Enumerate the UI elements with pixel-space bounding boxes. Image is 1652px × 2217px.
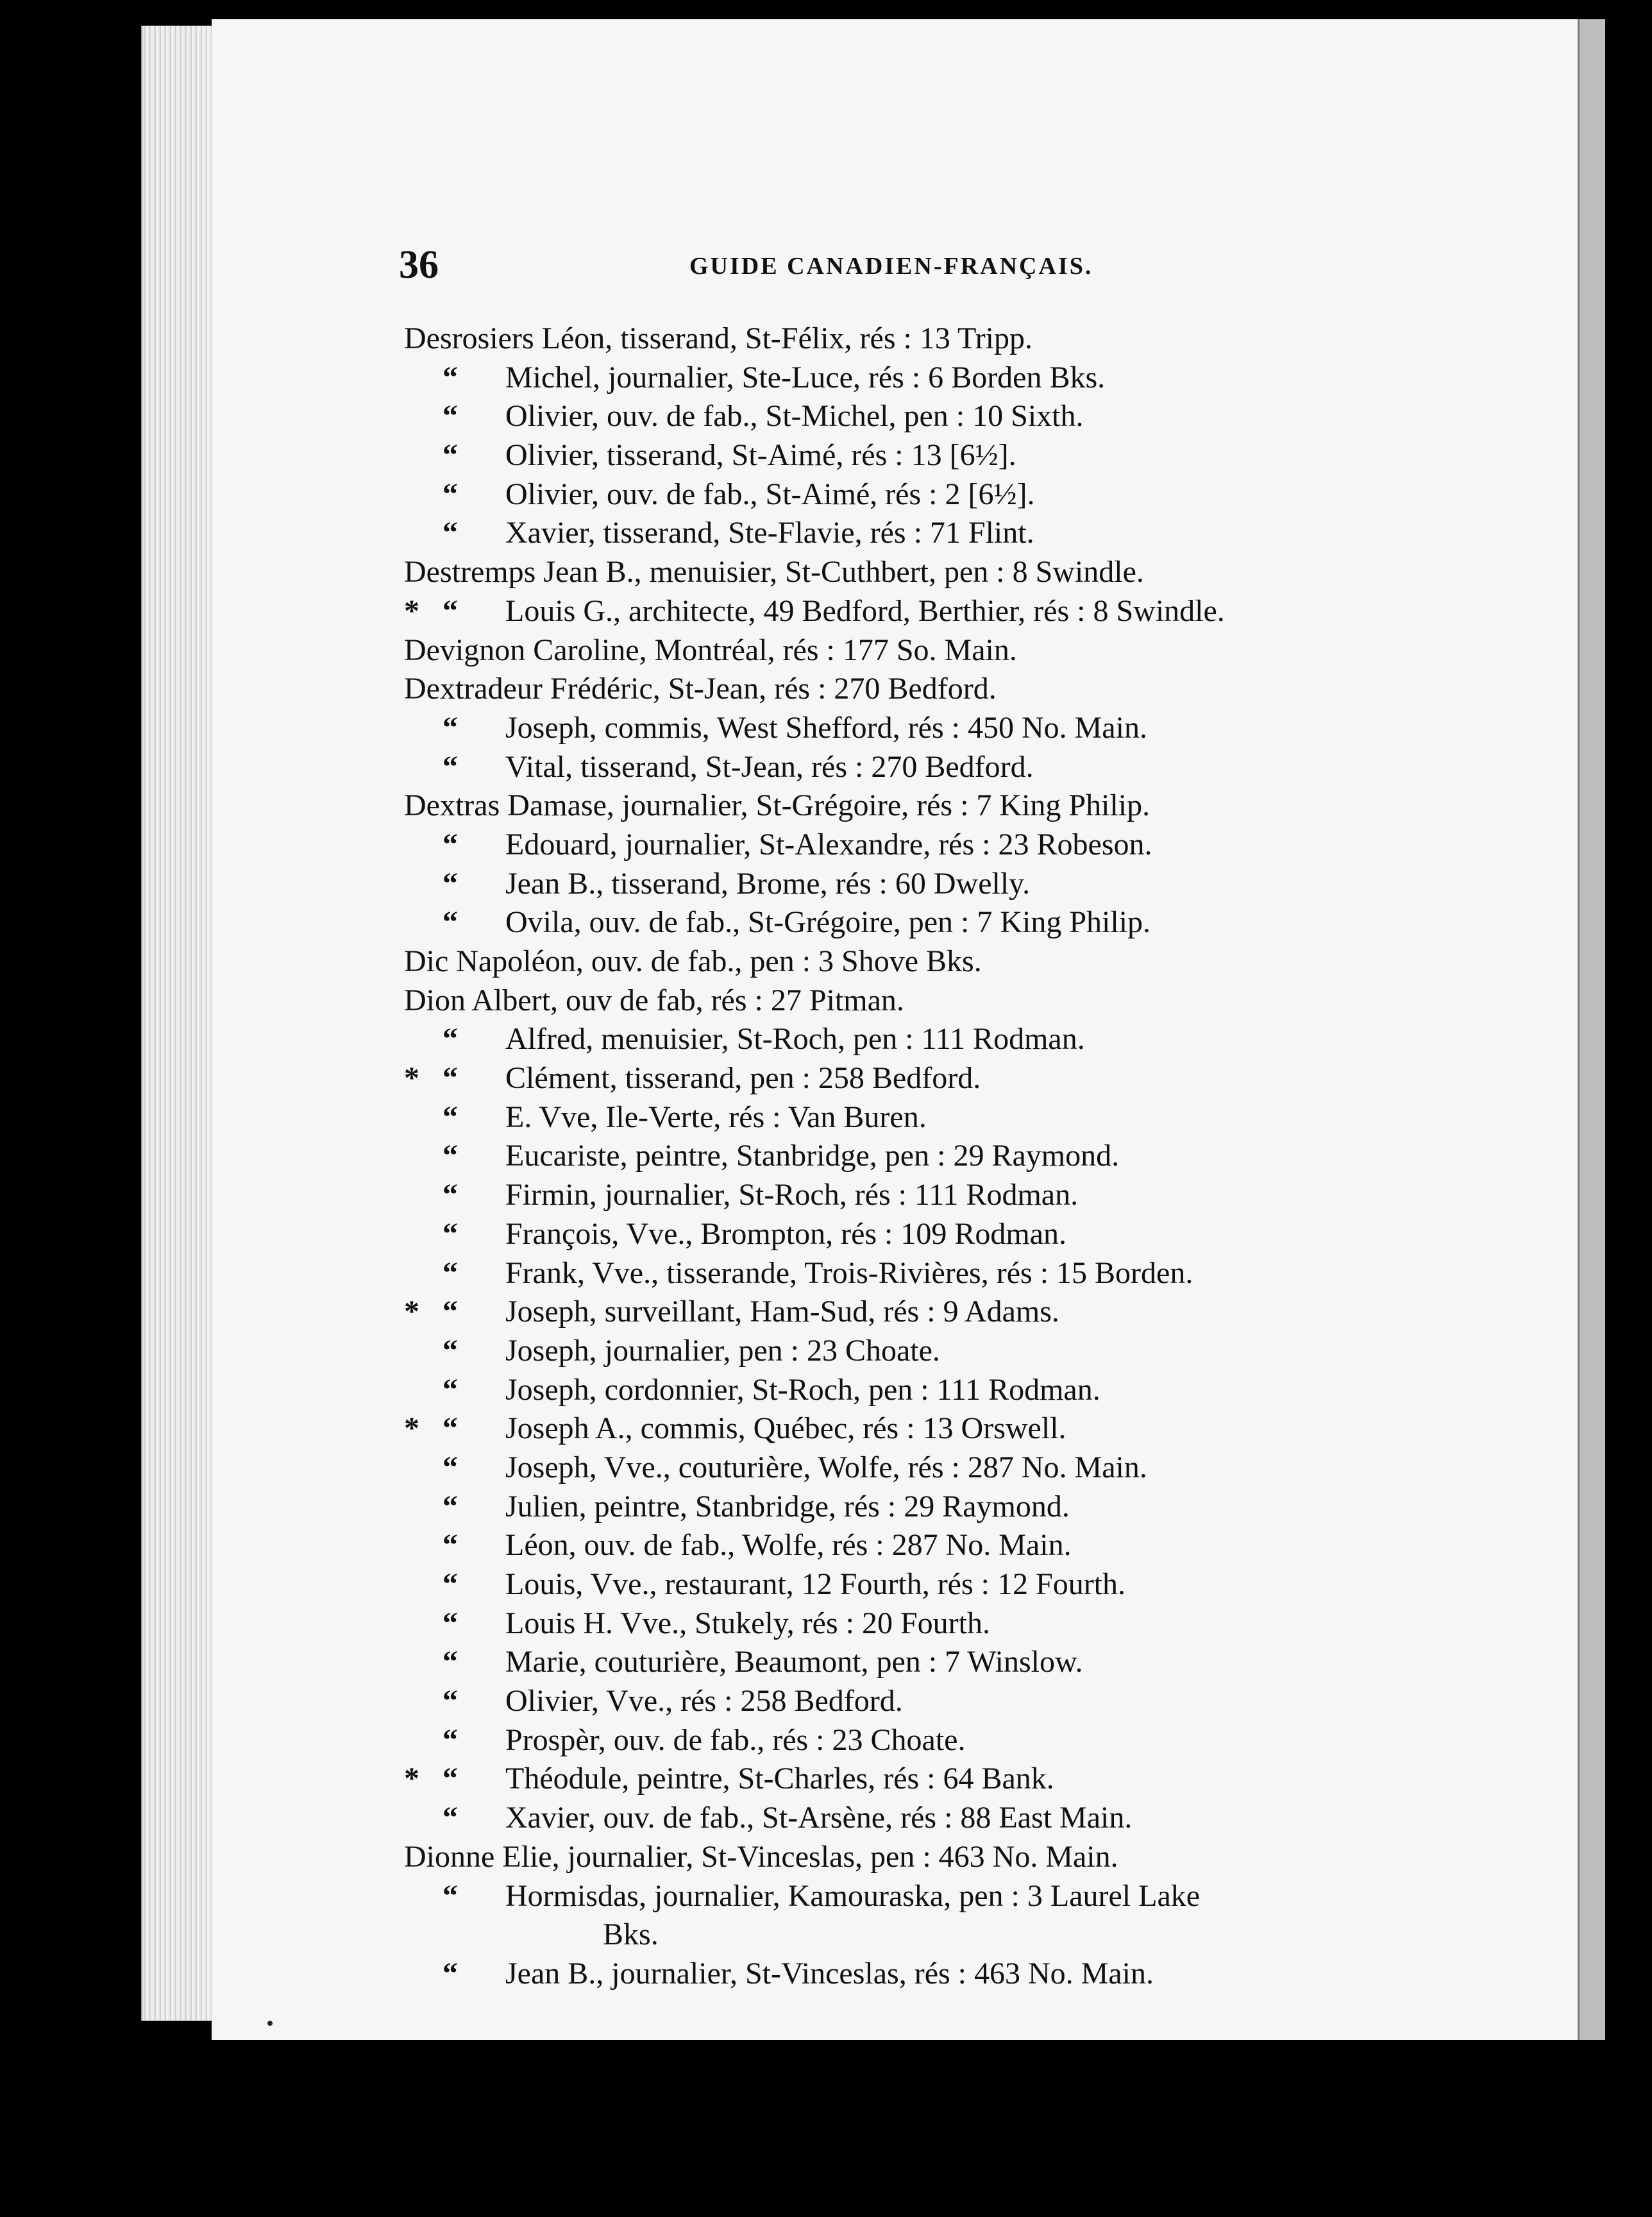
directory-entry [404, 319, 1533, 359]
ditto-mark: “ [442, 1450, 458, 1484]
directory-entry [404, 1293, 1533, 1332]
asterisk-mark: * [404, 1411, 419, 1446]
directory-entry [404, 514, 1533, 553]
ditto-mark: “ [442, 1762, 458, 1796]
running-title: GUIDE CANADIEN-FRANÇAIS. [689, 253, 1093, 280]
directory-entry [404, 553, 1533, 592]
ditto-mark: “ [442, 1216, 458, 1251]
directory-entry [404, 1020, 1533, 1059]
entry-text: Frank, Vve., tisserande, Trois-Rivières, rés : 15 Borden. [505, 1255, 1193, 1290]
directory-entry [404, 1215, 1533, 1254]
ditto-mark: “ [442, 1178, 458, 1212]
directory-entry [404, 1098, 1533, 1137]
entry-text: Joseph, Vve., couturière, Wolfe, rés : 287 No. Main. [505, 1450, 1147, 1484]
entry-text: Ovila, ouv. de fab., St-Grégoire, pen : 7 King Philip. [505, 905, 1151, 940]
asterisk-mark: * [404, 593, 419, 628]
directory-entry [404, 1565, 1533, 1604]
directory-entry [404, 1799, 1533, 1838]
entry-text: Olivier, ouv. de fab., St-Michel, pen : 10 Sixth. [505, 399, 1084, 434]
entry-text: Joseph A., commis, Québec, rés : 13 Orswell. [505, 1411, 1066, 1446]
ditto-mark: “ [442, 1684, 458, 1719]
entry-text: Hormisdas, journalier, Kamouraska, pen : 3 Laurel Lake [505, 1878, 1201, 1913]
directory-entry [404, 1760, 1533, 1799]
entry-text: Xavier, ouv. de fab., St-Arsène, rés : 88 East Main. [505, 1801, 1133, 1835]
ditto-mark: “ [442, 1801, 458, 1835]
entry-text: Dic Napoléon, ouv. de fab., pen : 3 Shove Bks. [404, 944, 982, 978]
ditto-mark: “ [442, 1100, 458, 1134]
directory-entry [404, 1838, 1533, 1877]
directory-entry [404, 903, 1533, 942]
directory-entry [404, 1137, 1533, 1176]
directory-entry [404, 748, 1533, 787]
entry-text: E. Vve, Ile-Verte, rés : Van Buren. [505, 1100, 927, 1134]
directory-entry [404, 1448, 1533, 1488]
entry-text: Dionne Elie, journalier, St-Vinceslas, pen : 463 No. Main. [404, 1839, 1118, 1874]
ditto-mark: “ [442, 477, 458, 511]
directory-entry [404, 397, 1533, 436]
asterisk-mark: * [404, 1762, 419, 1796]
directory-entry [404, 1955, 1533, 1994]
entry-text: Desrosiers Léon, tisserand, St-Félix, rés : 13 Tripp. [404, 321, 1032, 355]
entry-text: Joseph, journalier, pen : 23 Choate. [505, 1333, 940, 1368]
directory-entry [404, 1643, 1533, 1682]
entry-text: Jean B., tisserand, Brome, rés : 60 Dwelly. [505, 866, 1031, 901]
directory-entry [404, 1877, 1533, 1916]
directory-entry [404, 1526, 1533, 1565]
ditto-mark: “ [442, 1489, 458, 1524]
ditto-mark: “ [442, 1567, 458, 1601]
directory-entry [404, 592, 1533, 631]
directory-entry [404, 1604, 1533, 1644]
entry-text: Xavier, tisserand, Ste-Flavie, rés : 71 Flint. [505, 516, 1034, 550]
entry-text: Alfred, menuisier, St-Roch, pen : 111 Rodman. [505, 1022, 1085, 1057]
directory-entry [404, 1682, 1533, 1721]
ditto-mark: “ [442, 1722, 458, 1757]
directory-entry [404, 1332, 1533, 1371]
entry-text: Léon, ouv. de fab., Wolfe, rés : 287 No. Main. [505, 1528, 1072, 1563]
ditto-mark: “ [442, 905, 458, 940]
directory-entry [404, 631, 1533, 670]
page-number: 36 [399, 243, 439, 287]
ink-speck [267, 2021, 273, 2026]
directory-entry [404, 981, 1533, 1021]
entry-text: Vital, tisserand, St-Jean, rés : 270 Bedford. [505, 749, 1034, 784]
ditto-mark: “ [442, 1139, 458, 1173]
directory-entry [404, 670, 1533, 709]
directory-entry [404, 1254, 1533, 1293]
entry-text: Edouard, journalier, St-Alexandre, rés : 23 Robeson. [505, 827, 1152, 862]
ditto-mark: “ [442, 1333, 458, 1368]
entry-text: Olivier, tisserand, St-Aimé, rés : 13 [6½]. [505, 438, 1016, 473]
entry-text: Firmin, journalier, St-Roch, rés : 111 Rodman. [505, 1178, 1079, 1212]
directory-entry [404, 1371, 1533, 1410]
ditto-mark: “ [442, 1022, 458, 1057]
ditto-mark: “ [442, 1878, 458, 1913]
ditto-mark: “ [442, 593, 458, 628]
ditto-mark: “ [442, 516, 458, 550]
directory-entry [404, 786, 1533, 826]
entry-text: Joseph, commis, West Shefford, rés : 450 No. Main. [505, 710, 1147, 745]
entry-text: Eucariste, peintre, Stanbridge, pen : 29 Raymond. [505, 1139, 1120, 1173]
ditto-mark: “ [442, 399, 458, 434]
asterisk-mark: * [404, 1295, 419, 1329]
ditto-mark: “ [442, 1411, 458, 1446]
entry-text: Destremps Jean B., menuisier, St-Cuthbert, pen : 8 Swindle. [404, 555, 1144, 590]
entry-text: Julien, peintre, Stanbridge, rés : 29 Raymond. [505, 1489, 1070, 1524]
ditto-mark: “ [442, 1372, 458, 1407]
ditto-mark: “ [442, 749, 458, 784]
entry-text: Joseph, cordonnier, St-Roch, pen : 111 Rodman. [505, 1372, 1100, 1407]
entry-text: Bks. [603, 1917, 659, 1952]
entry-text: Olivier, ouv. de fab., St-Aimé, rés : 2 [6½]. [505, 477, 1035, 511]
ditto-mark: “ [442, 866, 458, 901]
directory-entry [404, 1721, 1533, 1760]
directory-entry [404, 865, 1533, 904]
directory-entries [404, 319, 1533, 1994]
book-page-edges [141, 26, 219, 2021]
entry-text: Joseph, surveillant, Ham-Sud, rés : 9 Adams. [505, 1295, 1059, 1329]
directory-entry [404, 1488, 1533, 1527]
entry-text: Marie, couturière, Beaumont, pen : 7 Winslow. [505, 1645, 1083, 1679]
directory-entry [404, 709, 1533, 748]
directory-entry [404, 1409, 1533, 1448]
entry-text: Dextras Damase, journalier, St-Grégoire, rés : 7 King Philip. [404, 788, 1150, 823]
ditto-mark: “ [442, 1606, 458, 1640]
ditto-mark: “ [442, 1645, 458, 1679]
asterisk-mark: * [404, 1061, 419, 1096]
entry-text: Michel, journalier, Ste-Luce, rés : 6 Borden Bks. [505, 360, 1106, 395]
directory-entry [404, 475, 1533, 514]
directory-entry [404, 1176, 1533, 1215]
ditto-mark: “ [442, 1255, 458, 1290]
ditto-mark: “ [442, 438, 458, 473]
entry-text: Prospèr, ouv. de fab., rés : 23 Choate. [505, 1722, 966, 1757]
page-header [399, 242, 1528, 294]
entry-text: Dion Albert, ouv de fab, rés : 27 Pitman. [404, 983, 904, 1017]
directory-entry [404, 1915, 1533, 1955]
ditto-mark: “ [442, 360, 458, 395]
ditto-mark: “ [442, 710, 458, 745]
directory-entry [404, 826, 1533, 865]
entry-text: Clément, tisserand, pen : 258 Bedford. [505, 1061, 981, 1096]
directory-entry [404, 359, 1533, 398]
entry-text: Louis G., architecte, 49 Bedford, Berthier, rés : 8 Swindle. [505, 593, 1225, 628]
entry-text: Théodule, peintre, St-Charles, rés : 64 Bank. [505, 1762, 1054, 1796]
directory-entry [404, 1059, 1533, 1098]
ditto-mark: “ [442, 1295, 458, 1329]
entry-text: Olivier, Vve., rés : 258 Bedford. [505, 1684, 903, 1719]
entry-text: Louis H. Vve., Stukely, rés : 20 Fourth. [505, 1606, 990, 1640]
entry-text: François, Vve., Brompton, rés : 109 Rodman. [505, 1216, 1067, 1251]
ditto-mark: “ [442, 1528, 458, 1563]
ditto-mark: “ [442, 1061, 458, 1096]
directory-entry [404, 436, 1533, 475]
entry-text: Devignon Caroline, Montréal, rés : 177 So. Main. [404, 633, 1017, 667]
directory-entry [404, 942, 1533, 981]
entry-text: Louis, Vve., restaurant, 12 Fourth, rés : 12 Fourth. [505, 1567, 1126, 1601]
facing-page-edge [1578, 19, 1605, 2040]
ditto-mark: “ [442, 1956, 458, 1991]
entry-text: Jean B., journalier, St-Vinceslas, rés : 463 No. Main. [505, 1956, 1154, 1991]
entry-text: Dextradeur Frédéric, St-Jean, rés : 270 Bedford. [404, 672, 997, 706]
ditto-mark: “ [442, 827, 458, 862]
